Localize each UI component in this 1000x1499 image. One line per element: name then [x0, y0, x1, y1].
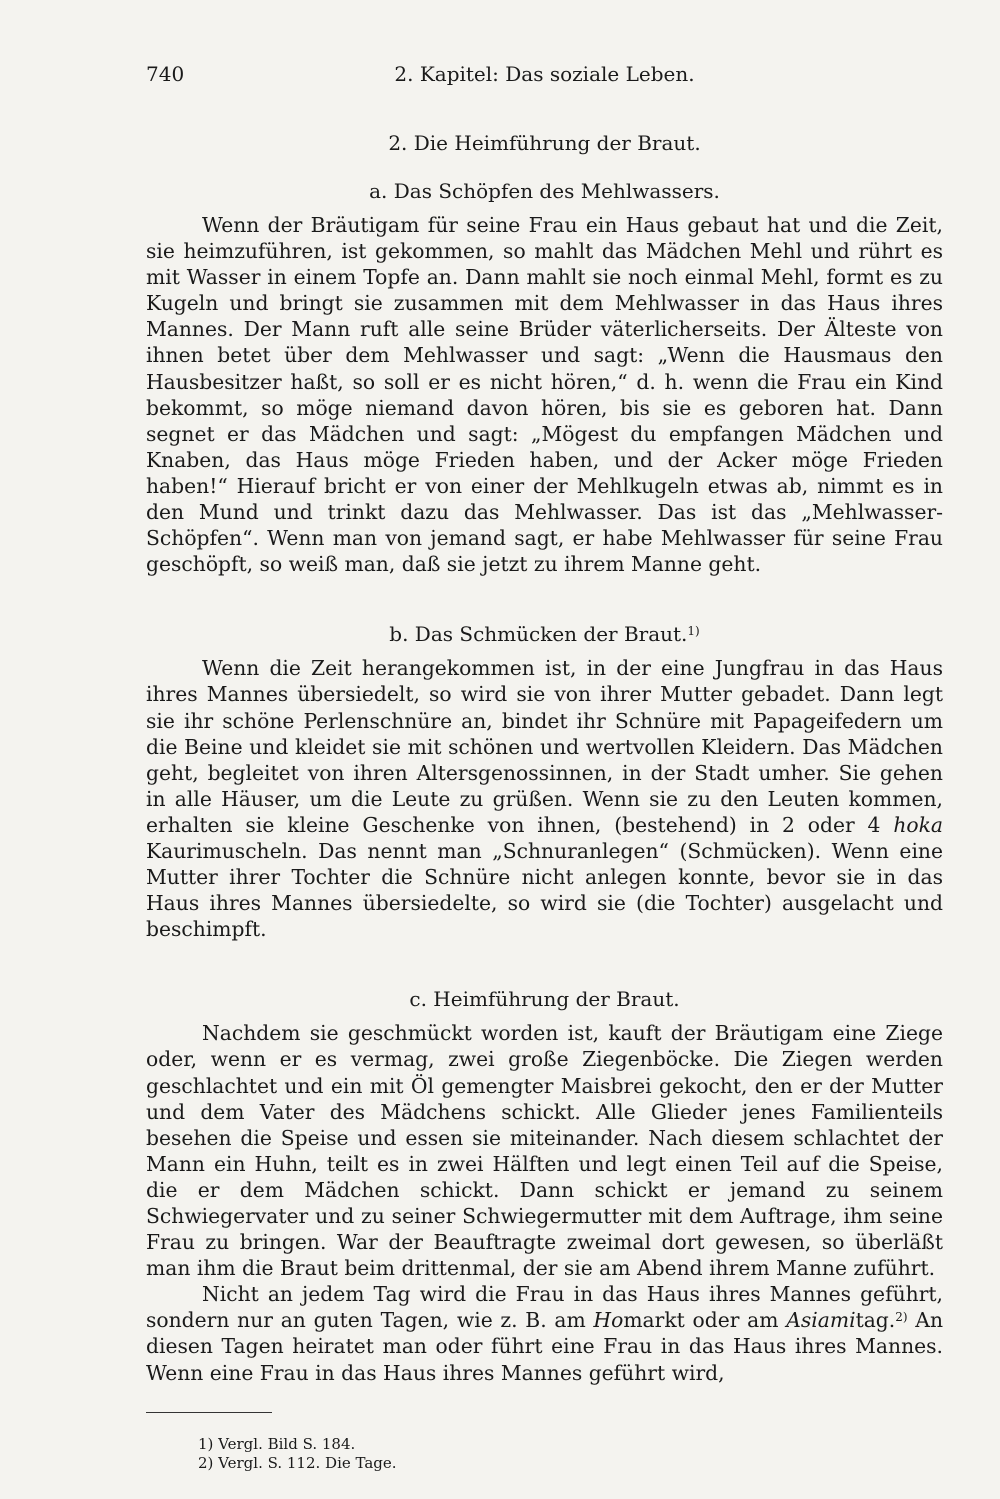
- main-text: [146, 130, 943, 1386]
- italic-hoka: hoka: [893, 812, 943, 837]
- footnotes: [146, 1412, 943, 1473]
- subsection-title-b: [146, 621, 943, 647]
- italic-asiami: Asiami: [786, 1308, 856, 1333]
- subsection-title-b-text: b. Das Schmücken der Braut.: [389, 622, 688, 647]
- paragraph-heimfuehrung-2-part1: Nicht an jedem Tag wird die Frau in das Haus ihres Mannes geführt, sondern nur an guten Tagen, wie z. B. am: [146, 1282, 943, 1333]
- paragraph-schmuecken: [146, 655, 943, 942]
- chapter-title: 2. Kapitel: Das soziale Leben.: [394, 62, 695, 86]
- footnote-2-marker: 2): [198, 1454, 214, 1472]
- footnote-divider: [146, 1412, 272, 1413]
- footnote-1-marker: 1): [198, 1435, 214, 1453]
- footnote-1: [146, 1435, 943, 1454]
- footnote-2-text: Vergl. S. 112. Die Tage.: [213, 1454, 397, 1472]
- paragraph-schmuecken-part2: Kaurimuscheln. Das nennt man „Schnuranlegen“ (Schmücken). Wenn eine Mutter ihrer Tochter die Schnüre nicht anlegen konnte, bevor sie in das Haus ihres Mannes übersiedelte, so wird sie (die Tochter) ausgelacht und beschimpft.: [146, 838, 943, 942]
- section-title: 2. Die Heimführung der Braut.: [388, 131, 701, 155]
- running-head: [146, 62, 943, 92]
- paragraph-mehlwasser: Wenn der Bräutigam für seine Frau ein Haus gebaut hat und die Zeit, sie heimzuführen, ist gekommen, so mahlt das Mädchen Mehl und rührt es mit Wasser in einem Topfe an. Dann mahlt sie noch einmal Mehl, formt es zu Kugeln und bringt sie zusammen mit dem Mehlwasser in das Haus ihres Mannes. Der Mann ruft alle seine Brüder väterlicherseits. Der Älteste von ihnen betet über dem Mehlwasser und sagt: „Wenn die Hausmaus den Hausbesitzer haßt, so soll er es nicht hören,“ d. h. wenn die Frau ein Kind bekommt, so möge niemand davon hören, bis sie es geboren hat. Dann segnet er das Mädchen und sagt: „Mögest du empfangen Mädchen und Knaben, das Haus möge Frieden haben, und der Acker möge Frieden haben!“ Hierauf bricht er von einer der Mehlkugeln etwas ab, nimmt es in den Mund und trinkt dazu das Mehlwasser. Das ist das „Mehlwasser-Schöpfen“. Wenn man von jemand sagt, er habe Mehlwasser für seine Frau geschöpft, so weiß man, daß sie jetzt zu ihrem Manne geht.: [146, 213, 943, 577]
- page-number: 740: [146, 62, 185, 86]
- paragraph-heimfuehrung-2-part3: tag.: [855, 1308, 896, 1333]
- subsection-title-c: c. Heimführung der Braut.: [409, 987, 680, 1012]
- paragraph-heimfuehrung-2-part2: markt oder am: [623, 1308, 787, 1333]
- paragraph-heimfuehrung-2-part4: An diesen Tagen heiratet man oder führt eine Frau in das Haus ihres Mannes. Wenn eine Frau in das Haus ihres Mannes geführt wird,: [146, 1308, 944, 1385]
- footnote-ref-1[interactable]: 1): [687, 624, 700, 639]
- italic-ho: Ho: [593, 1308, 624, 1333]
- footnote-1-text: Vergl. Bild S. 184.: [213, 1435, 356, 1453]
- subsection-title-a: a. Das Schöpfen des Mehlwassers.: [369, 179, 720, 203]
- paragraph-schmuecken-part1: Wenn die Zeit herangekommen ist, in der eine Jungfrau in das Haus ihres Mannes übersiedelt, so wird sie von ihrer Mutter gebadet. Dann legt sie ihr schöne Perlenschnüre an, bindet ihr Schnüre mit Papageifedern um die Beine und kleidet sie mit schönen und wertvollen Kleidern. Das Mädchen geht, begleitet von ihren Altersgenossinnen, in der Stadt umher. Sie gehen in alle Häuser, um die Leute zu grüßen. Wenn sie zu den Leuten kommen, erhalten sie kleine Geschenke von ihnen, (bestehend) in 2 oder 4: [146, 656, 943, 837]
- paragraph-heimfuehrung-2: [146, 1281, 943, 1385]
- footnote-2: [146, 1454, 943, 1473]
- paragraph-heimfuehrung-1: Nachdem sie geschmückt worden ist, kauft der Bräutigam eine Ziege oder, wenn er es vermag, zwei große Ziegenböcke. Die Ziegen werden geschlachtet und ein mit Öl gemengter Maisbrei gekocht, den er der Mutter und dem Vater des Mädchens schickt. Alle Glieder jenes Familienteils besehen die Speise und essen sie miteinander. Nach diesem schlachtet der Mann ein Huhn, teilt es in zwei Hälften und legt einen Teil auf die Speise, die er dem Mädchen schickt. Dann schickt er jemand zu seinem Schwiegervater und zu seiner Schwiegermutter mit dem Auftrage, ihm seine Frau zu bringen. War der Beauftragte zweimal dort gewesen, so überläßt man ihm die Braut beim drittenmal, der sie am Abend ihrem Manne zuführt.: [146, 1021, 943, 1281]
- footnote-ref-2[interactable]: 2): [895, 1310, 908, 1325]
